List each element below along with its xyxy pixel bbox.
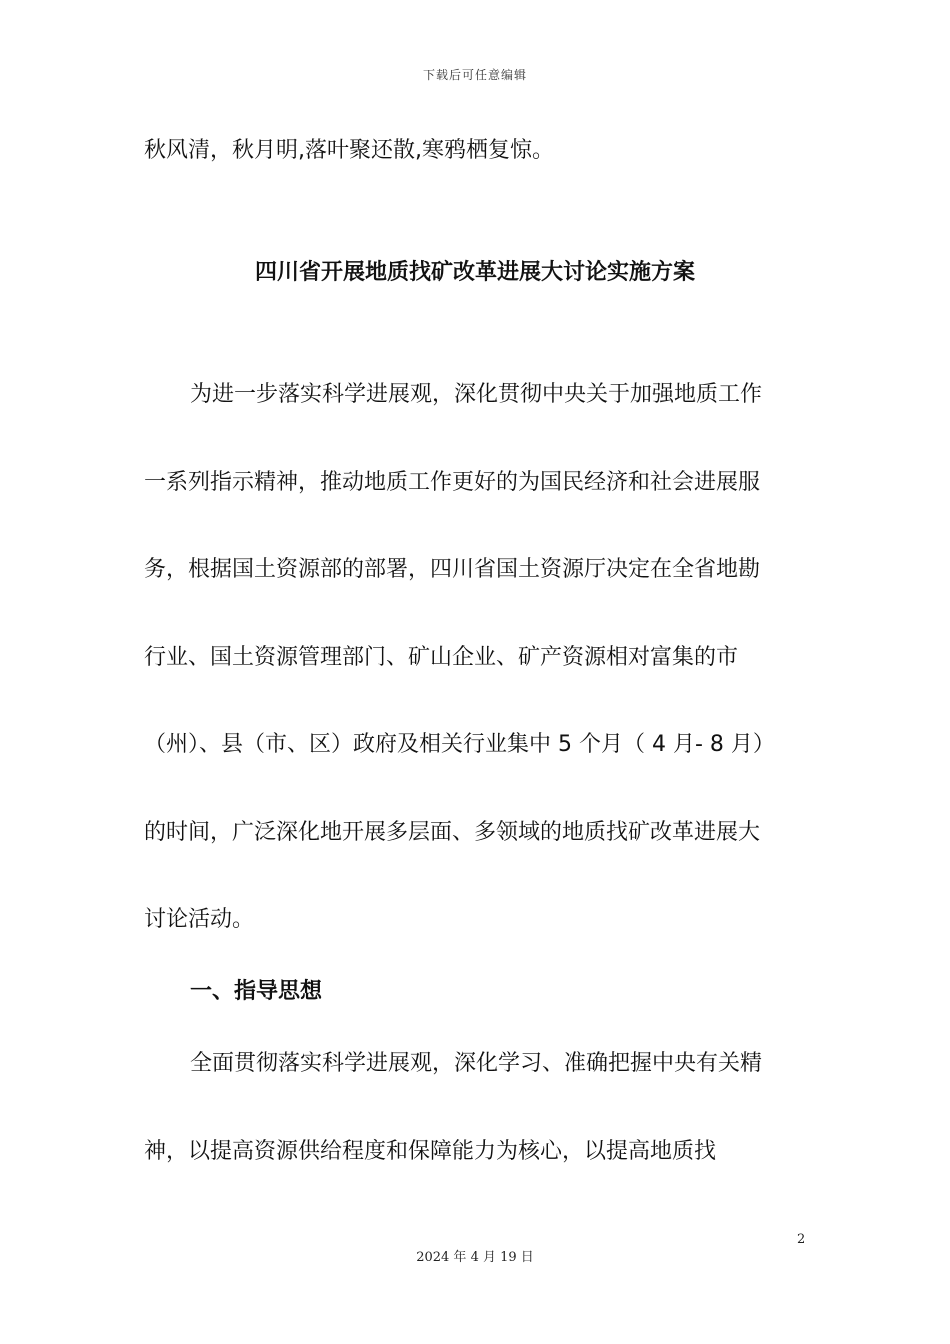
paragraph-line: 一系列指示精神，推动地质工作更好的为国民经济和社会进展服 (144, 470, 761, 495)
paragraph-line: 行业、国土资源管理部门、矿山企业、矿产资源相对富集的市 (144, 645, 739, 670)
footer-date: 2024 年 4 月 19 日 (416, 1250, 534, 1265)
paragraph-line: 神，以提高资源供给程度和保障能力为核心，以提高地质找 (144, 1139, 717, 1164)
poem-line: 秋风清，秋月明,落叶聚还散,寒鸦栖复惊。 (144, 138, 554, 163)
paragraph-line: 讨论活动。 (144, 907, 255, 932)
paragraph-line: 的时间，广泛深化地开展多层面、多领域的地质找矿改革进展大 (144, 820, 761, 845)
document-title: 四川省开展地质找矿改革进展大讨论实施方案 (254, 260, 695, 285)
paragraph-line: （州）、县（市、区）政府及相关行业集中 5 个月（ 4 月- 8 月） (144, 732, 775, 757)
paragraph-line: 为进一步落实科学进展观，深化贯彻中央关于加强地质工作 (190, 382, 763, 407)
page-header-note: 下载后可任意编辑 (422, 68, 527, 82)
paragraph-line: 全面贯彻落实科学进展观，深化学习、准确把握中央有关精 (190, 1051, 763, 1076)
paragraph-line: 务，根据国土资源部的部署，四川省国土资源厅决定在全省地勘 (144, 557, 761, 582)
section-heading: 一、指导思想 (190, 979, 323, 1004)
page-number: 2 (797, 1232, 806, 1247)
